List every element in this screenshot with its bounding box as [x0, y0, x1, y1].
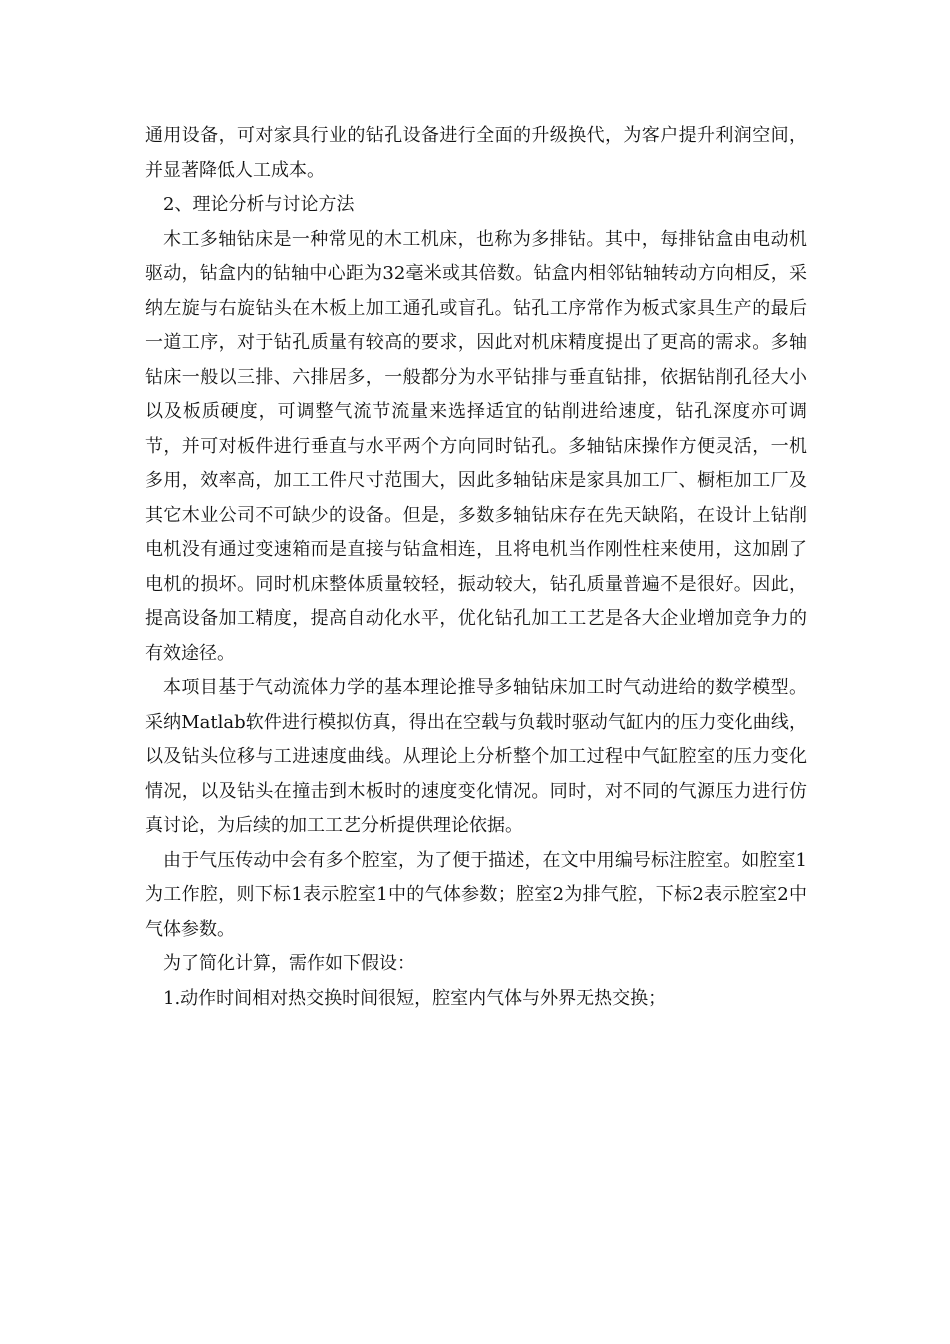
paragraph-machine-description: 木工多轴钻床是一种常见的木工机床，也称为多排钻。其中，每排钻盒由电动机驱动，钻盒内的钻轴中心距为32毫米或其倍数。钻盒内相邻钻轴转动方向相反，采纳左旋与右旋钻头在木板上加工通孔或盲孔。钻孔工序常作为板式家具生产的最后一道工序，对于钻孔质量有较高的要求，因此对机床精度提出了更高的需求。多轴钻床一般以三排、六排居多，一般都分为水平钻排与垂直钻排，依据钻削孔径大小以及板质硬度，可调整气流节流量来选择适宜的钻削进给速度，钻孔深度亦可调节，并可对板件进行垂直与水平两个方向同时钻孔。多轴钻床操作方便灵活，一机多用，效率高，加工工件尺寸范围大，因此多轴钻床是家具加工厂、橱柜加工厂及其它木业公司不可缺少的设备。但是，多数多轴钻床存在先天缺陷，在设计上钻削电机没有通过变速箱而是直接与钻盒相连，且将电机当作刚性柱来使用，这加剧了电机的损坏。同时机床整体质量较轻，振动较大，钻孔质量普遍不是很好。因此，提高设备加工精度，提高自动化水平，优化钻孔加工工艺是各大企业增加竞争力的有效途径。	[145, 228, 807, 664]
paragraph-continuation: 通用设备，可对家具行业的钻孔设备进行全面的升级换代，为客户提升利润空间，并显著降低人工成本。	[145, 125, 807, 181]
section-heading: 2、理论分析与讨论方法	[163, 194, 355, 215]
paragraph-chamber-notation: 由于气压传动中会有多个腔室，为了便于描述，在文中用编号标注腔室。如腔室1为工作腔，则下标1表示腔室1中的气体参数；腔室2为排气腔，下标2表示腔室2中气体参数。	[145, 849, 807, 940]
document-body	[145, 119, 807, 1016]
assumption-item-1: 1.动作时间相对热交换时间很短，腔室内气体与外界无热交换；	[163, 987, 667, 1009]
paragraph-assumption-intro: 为了简化计算，需作如下假设：	[163, 953, 415, 974]
paragraph-project-overview: 本项目基于气动流体力学的基本理论推导多轴钻床加工时气动进给的数学模型。采纳Matlab软件进行模拟仿真，得出在空载与负载时驱动气缸内的压力变化曲线，以及钻头位移与工进速度曲线。从理论上分析整个加工过程中气缸腔室的压力变化情况，以及钻头在撞击到木板时的速度变化情况。同时，对不同的气源压力进行仿真讨论，为后续的加工工艺分析提供理论依据。	[145, 677, 807, 836]
